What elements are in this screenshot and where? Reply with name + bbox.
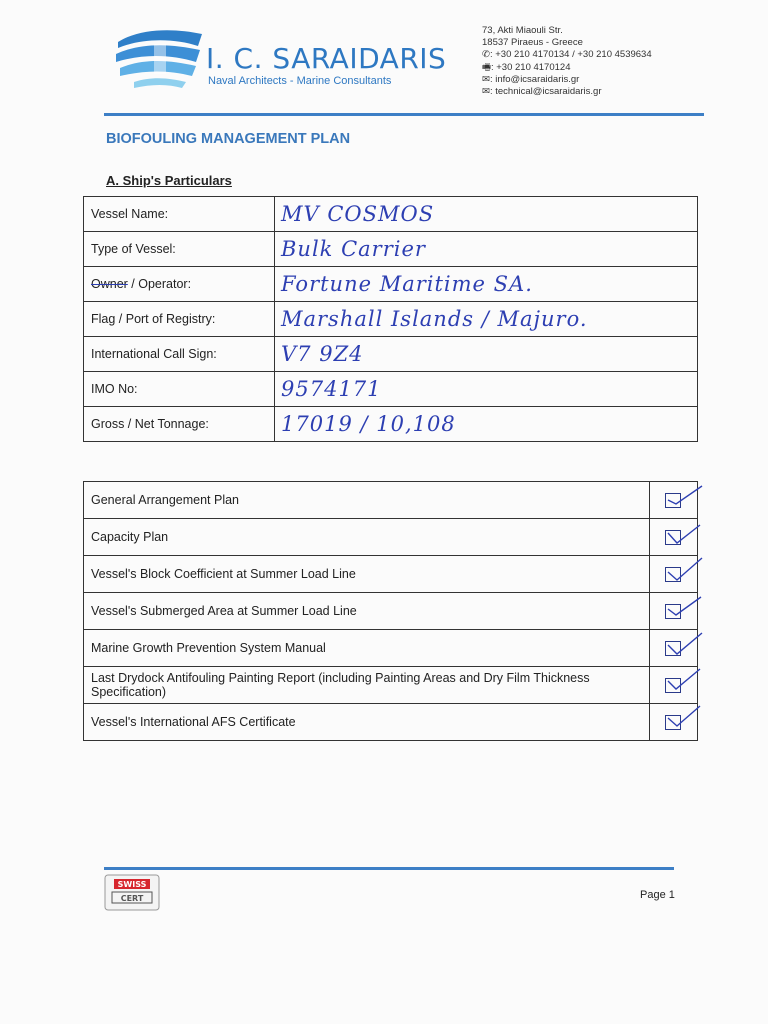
svg-text:CERT: CERT [120,894,144,903]
table-row [84,372,698,407]
table-row [84,337,698,372]
checklist-item-label: Marine Growth Prevention System Manual [84,630,650,667]
table-row [84,407,698,442]
header-divider [104,113,704,116]
flag-port-value: Marshall Islands / Majuro. [275,302,698,337]
ship-particulars-table [83,196,698,442]
vessel-name-value: MV COSMOS [275,197,698,232]
imo-value: 9574171 [275,372,698,407]
table-row [84,630,698,667]
footer-divider [104,867,674,870]
section-title: A. Ship's Particulars [106,173,232,188]
checklist-item-label: Vessel's Block Coefficient at Summer Load Line [84,556,650,593]
table-row [84,267,698,302]
company-logo-icon [112,24,207,94]
page-number: Page 1 [640,889,675,901]
operator-value: Fortune Maritime SA. [275,267,698,302]
tonnage-value: 17019 / 10,108 [275,407,698,442]
checkbox-cell [650,519,698,556]
swiss-cert-logo-icon [104,874,160,911]
email-technical-line: ✉: technical@icsaraidaris.gr [482,86,602,98]
table-row [84,197,698,232]
company-tagline: Naval Architects - Marine Consultants [208,75,392,87]
field-label [84,267,275,302]
call-sign-value: V7 9Z4 [275,337,698,372]
table-row [84,482,698,519]
checkmark-icon [664,482,704,512]
vessel-type-value: Bulk Carrier [275,232,698,267]
contact-block [482,25,652,98]
fax-line: 🖷: +30 210 4170124 [482,61,571,73]
table-row [84,593,698,630]
field-label: Vessel Name: [84,197,275,232]
checklist-item-label: Vessel's Submerged Area at Summer Load Line [84,593,650,630]
checkmark-icon [664,667,704,697]
checklist-item-label: Capacity Plan [84,519,650,556]
phone-line: ✆: +30 210 4170134 / +30 210 4539634 [482,49,652,61]
table-row [84,556,698,593]
field-label: IMO No: [84,372,275,407]
checkmark-icon [664,593,704,623]
checklist-item-label: General Arrangement Plan [84,482,650,519]
checkbox-cell [650,630,698,667]
address-line-2: 18537 Piraeus - Greece [482,37,583,49]
checkbox-cell [650,704,698,741]
field-label: Type of Vessel: [84,232,275,267]
table-row [84,302,698,337]
checklist-item-label: Last Drydock Antifouling Painting Report (including Painting Areas and Dry Film Thickness Specification) [84,667,650,704]
company-name: I. C. SARAIDARIS [206,42,447,75]
checkbox-cell [650,482,698,519]
documents-checklist-table [83,481,698,741]
email-info-line: ✉: info@icsaraidaris.gr [482,73,580,85]
checklist-item-label: Vessel's International AFS Certificate [84,704,650,741]
checkmark-icon [664,519,704,549]
field-label: Flag / Port of Registry: [84,302,275,337]
table-row [84,704,698,741]
address-line-1: 73, Akti Miaouli Str. [482,25,563,36]
table-row [84,667,698,704]
table-row [84,519,698,556]
checkbox-cell [650,593,698,630]
table-row [84,232,698,267]
checkmark-icon [664,556,704,586]
checkmark-icon [664,630,704,660]
checkbox-cell [650,556,698,593]
checkmark-icon [664,704,704,734]
struck-label: Owner [91,277,128,291]
field-label: Gross / Net Tonnage: [84,407,275,442]
checkbox-cell [650,667,698,704]
field-label: International Call Sign: [84,337,275,372]
label-rest: / Operator: [127,277,192,291]
document-title: BIOFOULING MANAGEMENT PLAN [106,131,351,147]
svg-text:SWISS: SWISS [117,880,147,889]
